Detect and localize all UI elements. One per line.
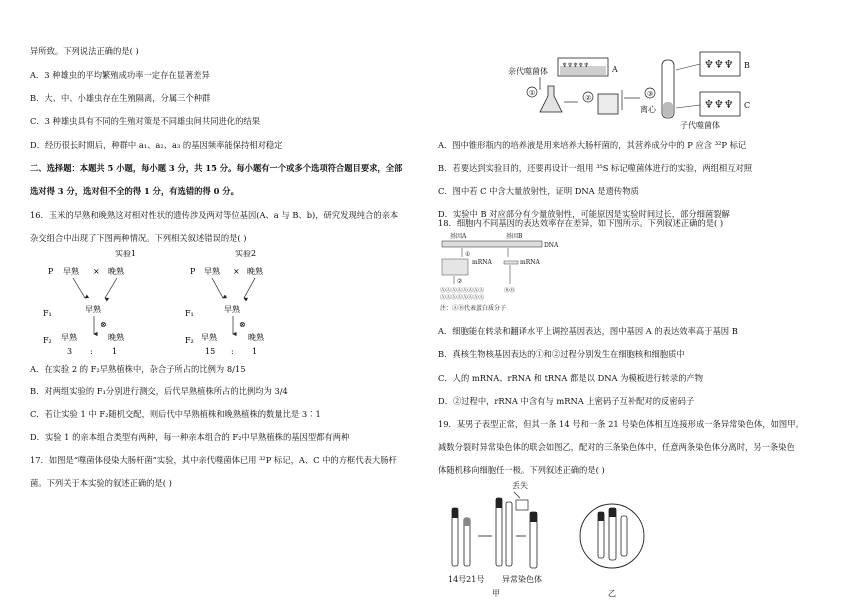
- centrifuge-label: 离心: [640, 105, 656, 114]
- gene-note: 注：ⒶⒷ代表蛋白质分子: [440, 305, 507, 312]
- exp2-cross-sign: ×: [233, 267, 240, 276]
- mrna-label-b: mRNA: [520, 259, 540, 266]
- parent-phage-label: 亲代噬菌体: [508, 67, 548, 76]
- q19-stem-2: 减数分裂时异常染色体的联会如图乙，配对的三条染色体中，任意两条染色体分离时，另一条染色: [438, 442, 795, 452]
- q16-option-b: B．对两组实验的 F₁分别进行测交，后代早熟植株所占的比例均为 3/4: [30, 386, 288, 396]
- yi-chromosome-1-top: [598, 512, 604, 521]
- q16-option-d: D．实验 1 的亲本组合类型有两种，每一种亲本组合的 F₂中早熟植株的基因型都有两种: [30, 432, 350, 442]
- step-2: ②: [457, 278, 463, 285]
- q15-option-d: D．经历很长时期后，种群中 a₁、a₂、a₃ 的基因频率能保持相对稳定: [30, 140, 283, 150]
- exp2-f2-early: 早熟: [201, 333, 217, 342]
- yi-chromosome-2-top: [609, 508, 616, 517]
- mrna-label-a: mRNA: [472, 259, 492, 266]
- tank-marks: ♆♆♆♆♆: [562, 62, 589, 69]
- q15-stem-end: 异所致。下列说法正确的是( ): [30, 46, 139, 56]
- q18-option-d: D．②过程中，rRNA 中含有与 mRNA 上密码子互补配对的反密码子: [438, 396, 695, 406]
- q18-option-b: B．真核生物核基因表达的①和②过程分别发生在细胞核和细胞质中: [438, 349, 685, 359]
- label-b: B: [744, 61, 750, 70]
- q19-stem-1: 19．某男子表型正常，但其一条 14 号和一条 21 号染色体相互连接形成一条异常染色体，如图甲。: [438, 419, 804, 429]
- q18-option-a: A．细胞能在转录和翻译水平上调控基因表达，图中基因 A 的表达效率高于基因 B: [438, 326, 738, 336]
- exp1-self-sign: ⊗: [100, 320, 107, 329]
- exp2-parent-late: 晚熟: [247, 267, 263, 276]
- exp1-title: 实验1: [115, 250, 137, 258]
- exp1-f1-early: 早熟: [85, 305, 101, 314]
- q15-option-a: A．3 种雄虫的平均繁殖成功率一定存在显著差异: [30, 70, 210, 80]
- chromosome-diagram: [440, 478, 660, 600]
- abnormal-label: 异常染色体: [502, 575, 542, 584]
- q16-stem-2: 杂交组合中出现了下图两种情况。下列相关叙述错误的是( ): [30, 233, 247, 243]
- q17-option-c: C．图中若 C 中含大量放射性，证明 DNA 是遗传物质: [438, 186, 639, 196]
- exp1-parent-early: 早熟: [63, 267, 79, 276]
- panel-yi-label: 乙: [608, 589, 616, 598]
- q16-option-a: A．在实验 2 的 F₂早熟植株中，杂合子所占的比例为 8/15: [30, 364, 246, 374]
- phage-experiment-diagram: [500, 50, 795, 130]
- exp1-ratio-colon: :: [90, 347, 93, 355]
- offspring-phage-label: 子代噬菌体: [680, 121, 720, 130]
- gene-expression-diagram: [440, 232, 580, 316]
- dna-strand: [442, 241, 542, 247]
- cross-diagram: [40, 250, 300, 355]
- exp2-parent-early: 早熟: [204, 267, 220, 276]
- q16-option-c: C．若让实验 1 中 F₂随机交配，则后代中早熟植株和晚熟植株的数量比是 3∶1: [30, 409, 321, 419]
- exp2-self-sign: ⊗: [239, 320, 246, 329]
- lost-label: 丢失: [512, 481, 528, 490]
- exp2-ratio-b: 1: [252, 347, 258, 355]
- exp1-f2-early: 早熟: [61, 333, 77, 342]
- exp2-f1-early: 早熟: [224, 305, 240, 314]
- label-c: C: [744, 101, 751, 110]
- q15-option-b: B．大、中、小雄虫存在生殖隔离，分属三个种群: [30, 93, 211, 103]
- exp1-ratio-b: 1: [112, 347, 118, 355]
- section2-heading-1: 二、选择题：本题共 5 小题，每小题 3 分，共 15 分。每小题有一个或多个选项符合题目要求，全部: [30, 163, 403, 173]
- exp2-f2-late: 晚熟: [248, 333, 264, 342]
- q19-stem-3: 体随机移向细胞任一极。下列叙述正确的是( ): [438, 465, 605, 475]
- q17-stem-2: 菌。下列关于本实验的叙述正确的是( ): [30, 478, 172, 488]
- q18-stem: 18．细胞内不同基因的表达效率存在差异，如下图所示。下列叙述正确的是( ): [438, 218, 724, 228]
- exp1-p-label: P: [48, 267, 54, 276]
- abnormal-top: [530, 512, 537, 522]
- arrow-to-lost: [514, 492, 520, 498]
- exp1-ratio-a: 3: [67, 347, 73, 355]
- exp2-title: 实验2: [235, 250, 257, 258]
- q15-option-c: C．3 种雄虫具有不同的生殖对策是不同雄虫间共同进化的结果: [30, 116, 260, 126]
- gene-b-label: 基因B: [506, 233, 523, 240]
- step-1-label: ①: [529, 89, 536, 97]
- box-b-phages: ♆♆♆: [704, 58, 734, 71]
- label-14-21: 14号21号: [448, 575, 485, 584]
- exp2-ratio-colon: :: [231, 347, 234, 355]
- exp2-p-label: P: [190, 267, 196, 276]
- exp2-arrow-left: [212, 278, 223, 298]
- step-3-label: ③: [647, 90, 654, 98]
- exp1-arrow-right: [105, 278, 117, 298]
- step-2-label: ②: [585, 94, 592, 102]
- exp1-f1-label: F₁: [43, 309, 52, 318]
- protein-a-row-1: ⒶⒶⒶⒶⒶⒶⒶⒶ: [440, 288, 485, 294]
- tube-line-b: [676, 64, 700, 70]
- beaker-icon: [598, 94, 618, 114]
- lost-fragment: [516, 500, 528, 510]
- protein-a-row-2: ⒶⒶⒶⒶⒶⒶⒶⒶ: [440, 295, 485, 301]
- exp2-arrow-right: [244, 278, 255, 298]
- fused-chromosome-b: [506, 502, 512, 566]
- step-1: ①: [465, 251, 471, 258]
- exp2-f2-label: F₂: [185, 336, 194, 345]
- chromosome-14-top: [452, 508, 458, 518]
- q17-option-a: A．图中锥形瓶内的培养液是用来培养大肠杆菌的，其营养成分中的 P 应含 ³²P 标记: [438, 140, 747, 150]
- exp2-ratio-a: 15: [205, 347, 216, 355]
- q17-stem-1: 17．如图是“噬菌体侵染大肠杆菌”实验，其中亲代噬菌体已用 ³²P 标记，A、C 中的方框代表大肠杆: [30, 455, 397, 465]
- mrna-b: [504, 261, 518, 264]
- mrna-stack-a: [442, 259, 468, 275]
- yi-chromosome-3: [621, 516, 627, 556]
- q16-stem-1: 16．玉米的早熟和晚熟这对相对性状的遗传涉及两对等位基因(A、a 与 B、b)，研究发现纯合的亲本: [30, 210, 399, 220]
- exp2-f1-label: F₁: [185, 309, 194, 318]
- exp1-parent-late: 晚熟: [108, 267, 124, 276]
- exp1-f2-label: F₂: [43, 336, 52, 345]
- label-a: A: [612, 65, 618, 74]
- exp1-f2-late: 晚熟: [108, 333, 124, 342]
- flask-icon: [540, 86, 562, 112]
- gene-a-label: 基因A: [450, 233, 467, 240]
- tube-sediment: [663, 102, 673, 117]
- protein-b: ⒷⒷ: [504, 288, 516, 294]
- section2-heading-2: 选对得 3 分，选对但不全的得 1 分，有选错的得 0 分。: [30, 186, 239, 196]
- exp1-arrow-left: [73, 278, 85, 298]
- panel-jia-label: 甲: [492, 589, 500, 598]
- q17-option-b: B．若要达到实验目的，还要再设计一组用 ³⁵S 标记噬菌体进行的实验，两组相互对照: [438, 163, 753, 173]
- tube-line-c: [676, 105, 700, 108]
- box-c-phages: ♆♆♆: [704, 98, 734, 111]
- fused-a-top: [496, 498, 502, 508]
- chromosome-21-top: [464, 518, 470, 526]
- dna-label: DNA: [544, 242, 559, 249]
- q17-option-d: D．实验中 B 对应部分有少量放射性，可能原因是实验时间过长，部分细菌裂解: [438, 209, 730, 219]
- fused-chromosome-a: [496, 498, 502, 566]
- exp1-cross-sign: ×: [93, 267, 100, 276]
- q18-option-c: C．人的 mRNA、rRNA 和 tRNA 都是以 DNA 为模板进行转录的产物: [438, 373, 704, 383]
